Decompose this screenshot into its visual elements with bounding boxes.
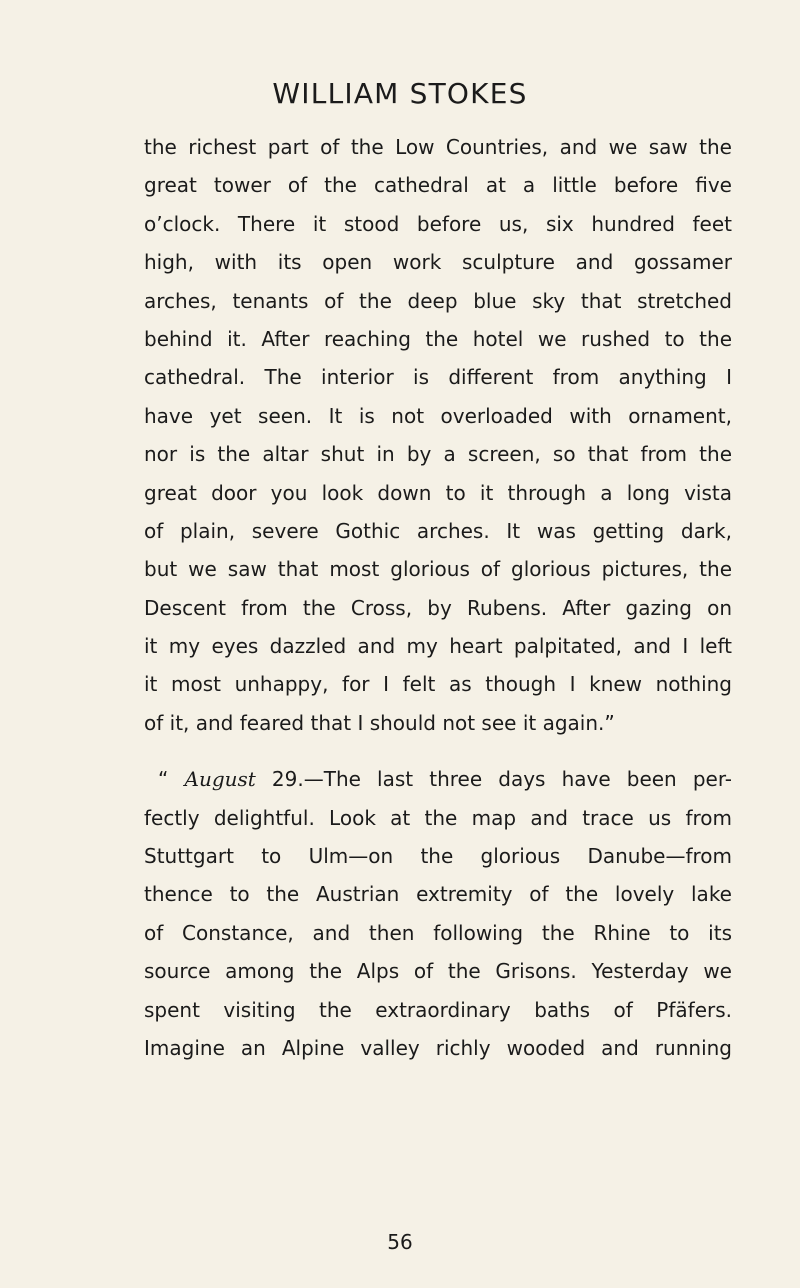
diary-date-month: August — [184, 767, 256, 792]
text-line: it my eyes dazzled and my heart palpitated, and I left — [144, 634, 732, 659]
text-line: the richest part of the Low Countries, and we saw the — [144, 135, 732, 159]
text-line: fectly delightful. Look at the map and trace us from — [144, 805, 732, 830]
text-line: o’clock. There it stood before us, six hundred feet — [144, 211, 732, 236]
page-number: 56 — [387, 1230, 413, 1254]
text-line: great tower of the cathedral at a little before five — [144, 173, 732, 198]
text-line: Stuttgart to Ulm—on the glorious Danube—from — [144, 844, 732, 869]
text-line: thence to the Austrian extremity of the lovely lake — [144, 882, 732, 907]
text-line: have yet seen. It is not overloaded with ornament, — [144, 403, 732, 428]
diary-entry-start: 29.—The last three days have been per- — [255, 767, 732, 792]
text-line: cathedral. The interior is different from anything I — [144, 365, 732, 390]
open-quote: “ — [158, 767, 169, 792]
text-line: behind it. After reaching the hotel we rushed to the — [144, 326, 732, 351]
text-line: of Constance, and then following the Rhine to its — [144, 920, 732, 945]
running-header: WILLIAM STOKES — [272, 77, 528, 110]
text-line: source among the Alps of the Grisons. Yesterday we — [144, 959, 732, 984]
text-line: high, with its open work sculpture and gossamer — [144, 250, 732, 275]
text-line: of plain, severe Gothic arches. It was getting dark, — [144, 518, 732, 543]
paragraph-start-line — [144, 760, 732, 798]
text-line: it most unhappy, for I felt as though I knew nothing — [144, 672, 732, 697]
text-line: great door you look down to it through a long vista — [144, 480, 732, 505]
text-line: spent visiting the extraordinary baths of Pfäfers. — [144, 997, 732, 1022]
text-line: nor is the altar shut in by a screen, so that from the — [144, 442, 732, 467]
text-line: but we saw that most glorious of glorious pictures, the — [144, 557, 732, 582]
text-line: arches, tenants of the deep blue sky that stretched — [144, 288, 732, 313]
text-line: of it, and feared that I should not see it again.” — [144, 710, 615, 735]
text-line: Imagine an Alpine valley richly wooded and running — [144, 1035, 732, 1060]
text-line: Descent from the Cross, by Rubens. After gazing on — [144, 595, 732, 620]
body-text — [144, 128, 732, 1067]
